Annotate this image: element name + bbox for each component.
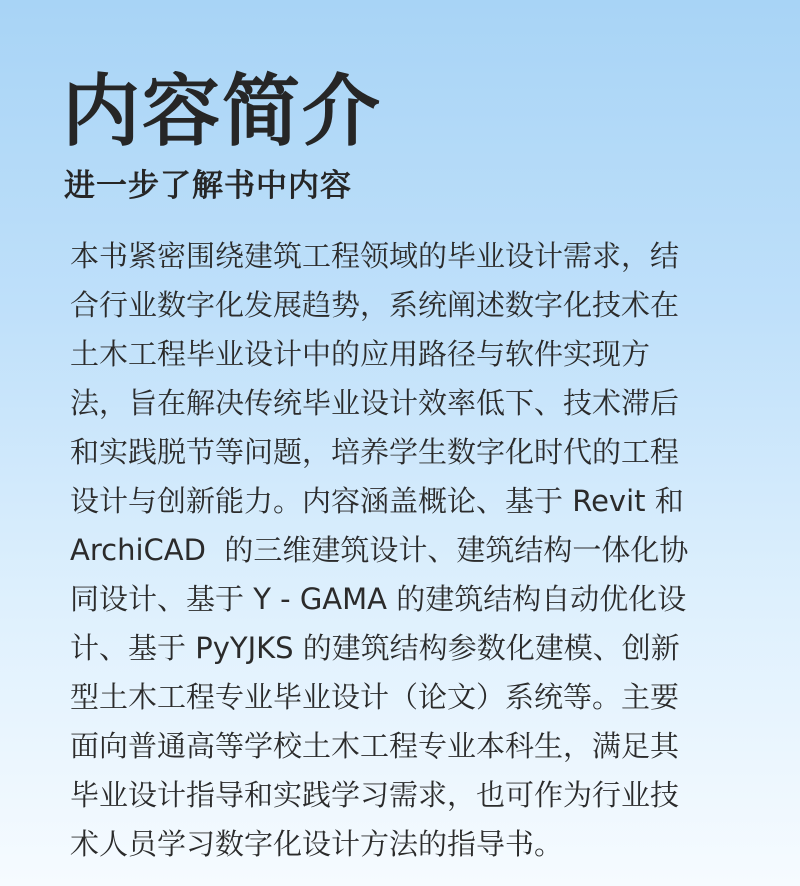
description-line: 本书紧密围绕建筑工程领域的毕业设计需求，结 [70,239,680,273]
description-line: 型土木工程专业毕业设计（论文）系统等。主要 [70,680,680,714]
description-line: ArchiCAD 的三维建筑设计、建筑结构一体化协 [70,533,689,567]
page-title: 内容简介 [62,67,383,157]
description-line: 设计与创新能力。内容涵盖概论、基于 Revit 和 [70,484,684,518]
description-line: 计、基于 PyYJKS 的建筑结构参数化建模、创新 [70,631,680,665]
description-line: 合行业数字化发展趋势，系统阐述数字化技术在 [70,288,680,322]
description-body [70,232,750,869]
description-line: 面向普通高等学校土木工程专业本科生，满足其 [70,729,680,763]
description-line: 和实践脱节等问题，培养学生数字化时代的工程 [70,435,680,469]
description-line: 法，旨在解决传统毕业设计效率低下、技术滞后 [70,386,680,420]
page-subtitle: 进一步了解书中内容 [64,168,352,204]
description-line: 土木工程毕业设计中的应用路径与软件实现方 [70,337,651,371]
description-line: 毕业设计指导和实践学习需求，也可作为行业技 [70,778,680,812]
description-line: 同设计、基于 Y - GAMA 的建筑结构自动优化设 [70,582,687,616]
description-line: 术人员学习数字化设计方法的指导书。 [70,827,564,861]
